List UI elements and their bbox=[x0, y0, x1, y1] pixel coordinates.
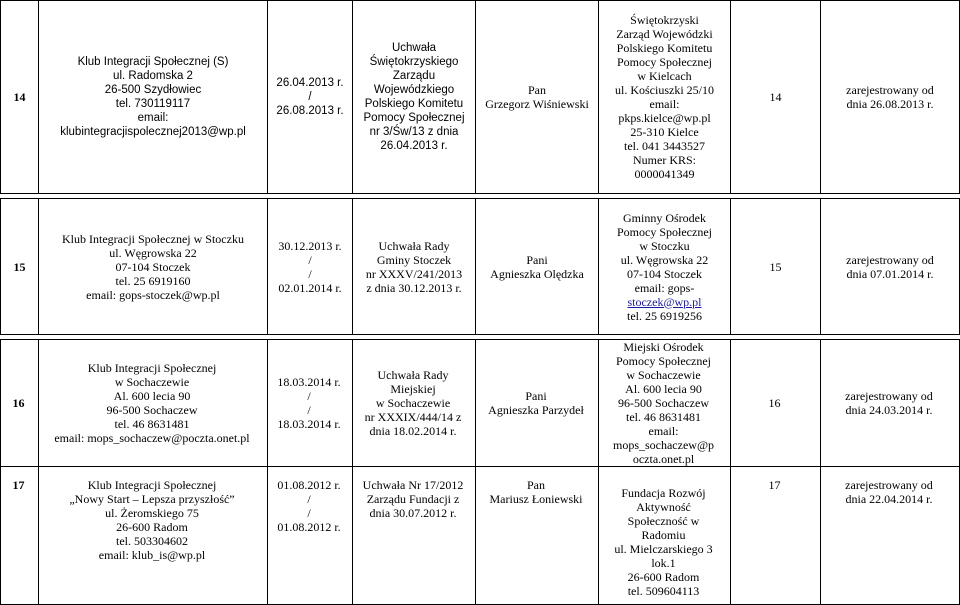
table-row bbox=[0, 466, 960, 605]
contact-person: Pani Agnieszka Parzydeł bbox=[488, 388, 584, 417]
registry-number: 14 bbox=[769, 90, 782, 104]
contact-person: Pan Mariusz Łoniewski bbox=[489, 478, 583, 506]
dates: 30.12.2013 r. / / 02.01.2014 r. bbox=[278, 238, 342, 295]
row-number: 17 bbox=[12, 478, 25, 492]
table-row bbox=[0, 198, 960, 335]
contact-person: Pan Grzegorz Wiśniewski bbox=[485, 83, 589, 111]
organizer: Gminny Ośrodek Pomocy Społecznej w Stoczku ul. Węgrowska 22 07-104 Stoczek email: gops- stoczek@wp.pl tel. 25 6919256 bbox=[617, 210, 712, 323]
dates: 01.08.2012 r. / / 01.08.2012 r. bbox=[277, 478, 341, 534]
organizer: Miejski Ośrodek Pomocy Społecznej w Sochaczewie Al. 600 lecia 90 96-500 Sochaczew tel. 46 8631481 email: mops_sochaczew@p oczta.onet.pl bbox=[612, 339, 715, 466]
row-number: 15 bbox=[13, 259, 26, 274]
club-info: Klub Integracji Społecznej (S) ul. Radomska 2 26-500 Szydłowiec tel. 730119117 email: klubintegracjispolecznej2013@wp.pl bbox=[60, 56, 246, 138]
row-number: 14 bbox=[13, 90, 26, 104]
club-info: Klub Integracji Społecznej w Sochaczewie Al. 600 lecia 90 96-500 Sochaczew tel. 46 8631481 email: mops_sochaczew@poczta.onet.pl bbox=[54, 360, 250, 445]
contact-person: Pani Agnieszka Olędzka bbox=[490, 252, 584, 281]
registration-status: zarejestrowany od dnia 07.01.2014 r. bbox=[846, 252, 934, 281]
club-info: Klub Integracji Społecznej „Nowy Start – Lepsza przyszłość” ul. Żeromskiego 75 26-600 Radom tel. 503304602 email: klub_is@wp.pl bbox=[69, 478, 235, 562]
dates: 18.03.2014 r. / / 18.03.2014 r. bbox=[277, 374, 341, 431]
table-row bbox=[0, 0, 960, 194]
registration-status: zarejestrowany od dnia 26.08.2013 r. bbox=[846, 83, 934, 111]
registration-status: zarejestrowany od dnia 22.04.2014 r. bbox=[845, 478, 933, 506]
dates: 26.04.2013 r. / 26.08.2013 r. bbox=[276, 77, 344, 117]
registry-number: 15 bbox=[769, 259, 782, 274]
club-info: Klub Integracji Społecznej w Stoczku ul. Węgrowska 22 07-104 Stoczek tel. 25 6919160 email: gops-stoczek@wp.pl bbox=[62, 231, 244, 302]
organizer: Fundacja Rozwój Aktywność Społeczność w Radomiu ul. Mielczarskiego 3 lok.1 26-600 Radom tel. 509604113 bbox=[614, 486, 713, 598]
registration-status: zarejestrowany od dnia 24.03.2014 r. bbox=[845, 388, 933, 417]
registry-number: 16 bbox=[768, 395, 781, 410]
email-label: email: gops- bbox=[634, 280, 695, 295]
resolution: Uchwała Rady Miejskiej w Sochaczewie nr XXXIX/444/14 z dnia 18.02.2014 r. bbox=[364, 367, 462, 438]
row-number: 16 bbox=[12, 395, 25, 410]
resolution: Uchwała Nr 17/2012 Zarządu Fundacji z dnia 30.07.2012 r. bbox=[362, 478, 464, 520]
resolution: Uchwała Rady Gminy Stoczek nr XXXV/241/2013 z dnia 30.12.2013 r. bbox=[365, 238, 463, 295]
resolution: Uchwała Świętokrzyskiego Zarządu Wojewódzkiego Polskiego Komitetu Pomocy Społecznej nr 3/Św/13 z dnia 26.04.2013 r. bbox=[363, 42, 465, 152]
organizer: Świętokrzyski Zarząd Wojewódzki Polskiego Komitetu Pomocy Społecznej w Kielcach ul. Kościuszki 25/10 email: pkps.kielce@wp.pl 25-310 Kielce tel. 041 3443527 Numer KRS: 0000041349 bbox=[615, 13, 714, 181]
table-row bbox=[0, 339, 960, 466]
email-link[interactable]: stoczek@wp.pl bbox=[627, 294, 702, 309]
registry-number: 17 bbox=[768, 478, 781, 492]
